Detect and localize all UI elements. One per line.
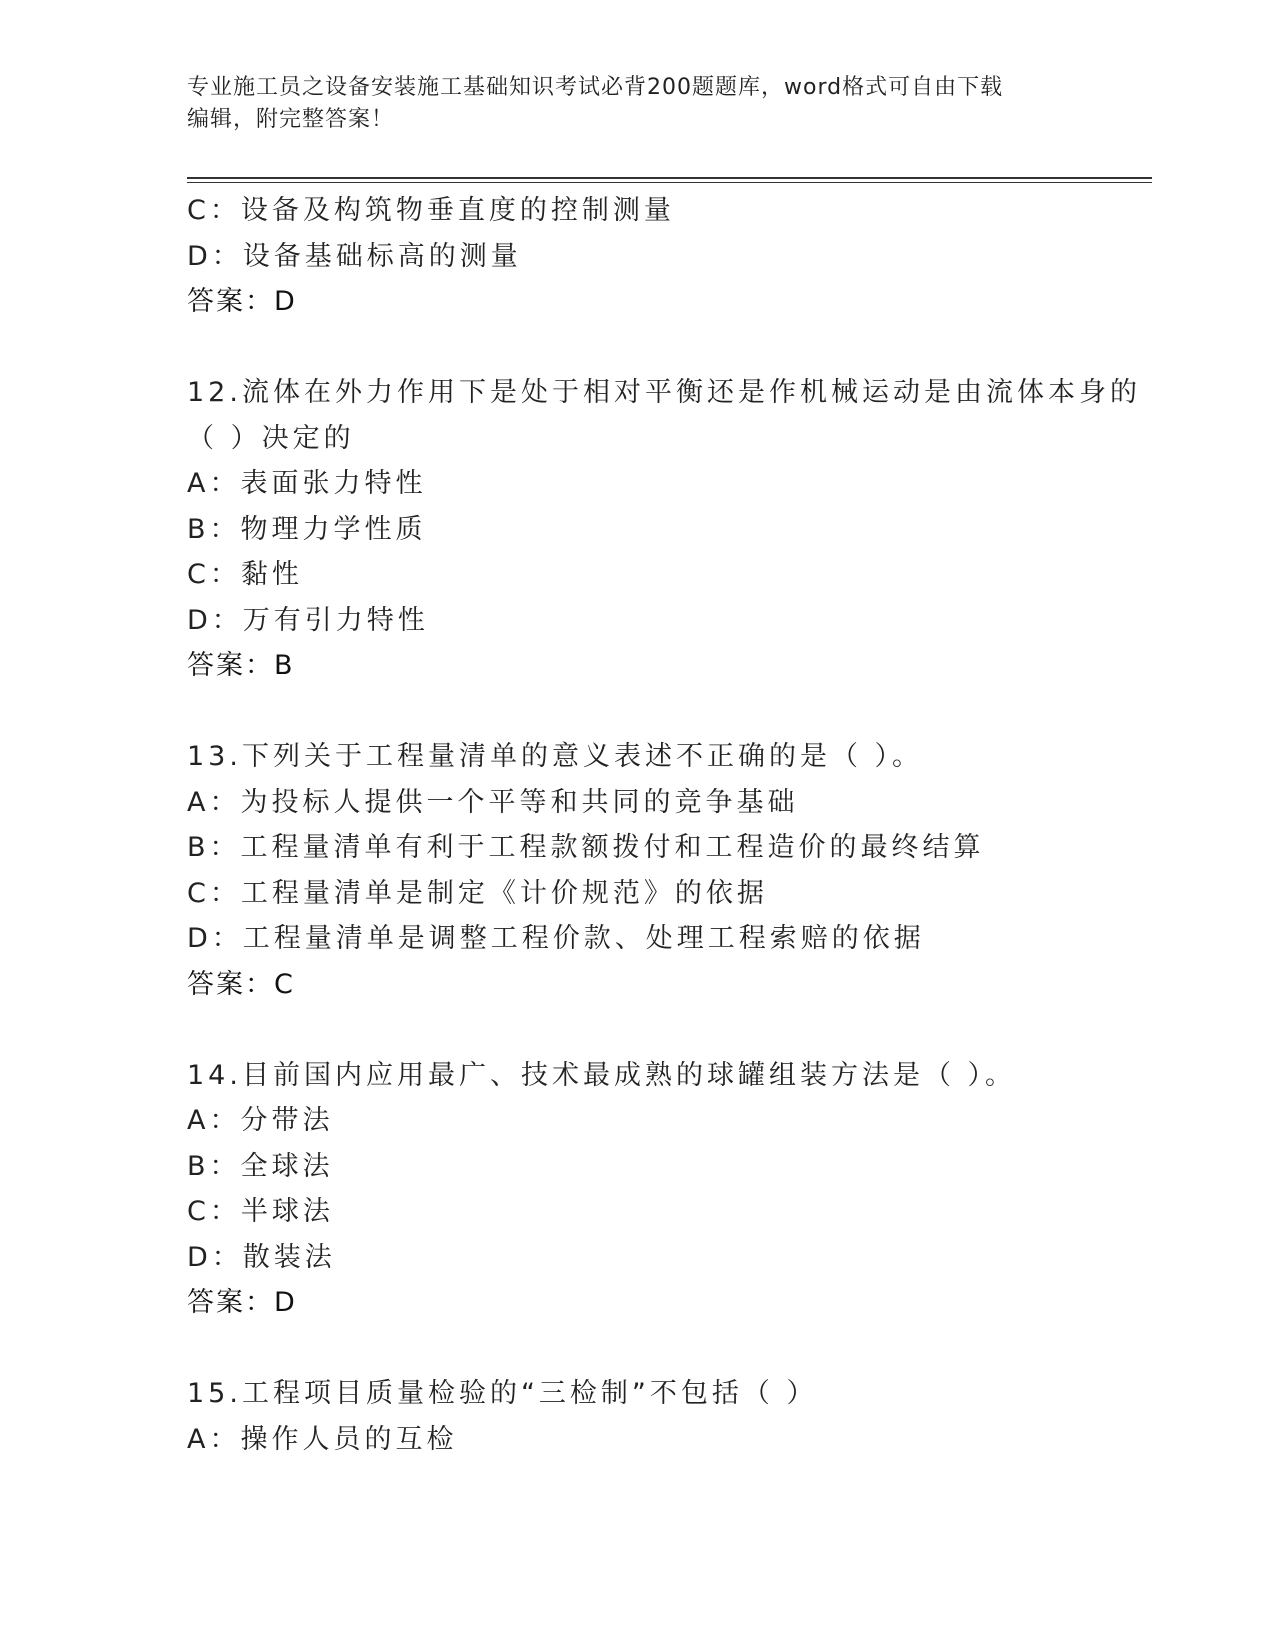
question-13-answer: 答案：C (187, 968, 295, 1000)
question-14 (187, 1053, 1147, 1326)
page-header (187, 72, 1067, 136)
question-14-stem: 14.目前国内应用最广、技术最成熟的球罐组装方法是（ ）。 (187, 1059, 1017, 1091)
question-12-option-d: D：万有引力特性 (187, 604, 429, 636)
question-15-option-a: A：操作人员的互检 (187, 1423, 458, 1455)
question-12 (187, 370, 1147, 689)
question-14-option-a: A：分带法 (187, 1105, 334, 1136)
question-12-option-c: C：黏性 (187, 559, 303, 590)
question-15 (187, 1371, 1147, 1462)
question-13-option-d: D：工程量清单是调整工程价款、处理工程索赔的依据 (187, 923, 925, 954)
question-14-answer: 答案：D (187, 1287, 297, 1318)
question-13 (187, 734, 1147, 1007)
header-divider-thick (187, 177, 1152, 179)
question-12-answer: 答案：B (187, 650, 295, 681)
question-14-option-d: D：散装法 (187, 1241, 336, 1273)
question-13-option-a: A：为投标人提供一个平等和共同的竞争基础 (187, 786, 799, 818)
question-14-option-b: B：全球法 (187, 1150, 334, 1182)
spacer (187, 1326, 1147, 1372)
question-11-answer: 答案：D (187, 286, 297, 317)
header-title-line-2: 编辑，附完整答案！ (187, 107, 395, 132)
question-list (187, 188, 1147, 1462)
question-11 (187, 188, 1147, 325)
spacer (187, 1007, 1147, 1053)
question-13-option-c: C：工程量清单是制定《计价规范》的依据 (187, 877, 768, 909)
question-12-stem-line-1: 12.流体在外力作用下是处于相对平衡还是作机械运动是由流体本身的 (187, 377, 1141, 408)
question-12-stem-line-2: （ ）决定的 (187, 422, 355, 454)
header-divider-thin (187, 182, 1152, 183)
header-title-line-1: 专业施工员之设备安装施工基础知识考试必背200题题库，word格式可自由下载 (187, 75, 1004, 100)
question-15-stem: 15.工程项目质量检验的“三检制”不包括（ ） (187, 1378, 818, 1409)
question-11-option-d: D：设备基础标高的测量 (187, 240, 522, 272)
question-13-stem: 13.下列关于工程量清单的意义表述不正确的是（ ）。 (187, 741, 924, 772)
question-13-option-b: B：工程量清单有利于工程款额拨付和工程造价的最终结算 (187, 832, 985, 863)
question-12-option-a: A：表面张力特性 (187, 468, 427, 499)
question-14-option-c: C：半球法 (187, 1196, 334, 1227)
question-12-option-b: B：物理力学性质 (187, 513, 427, 545)
spacer (187, 325, 1147, 371)
question-11-option-c: C：设备及构筑物垂直度的控制测量 (187, 195, 675, 226)
spacer (187, 689, 1147, 735)
